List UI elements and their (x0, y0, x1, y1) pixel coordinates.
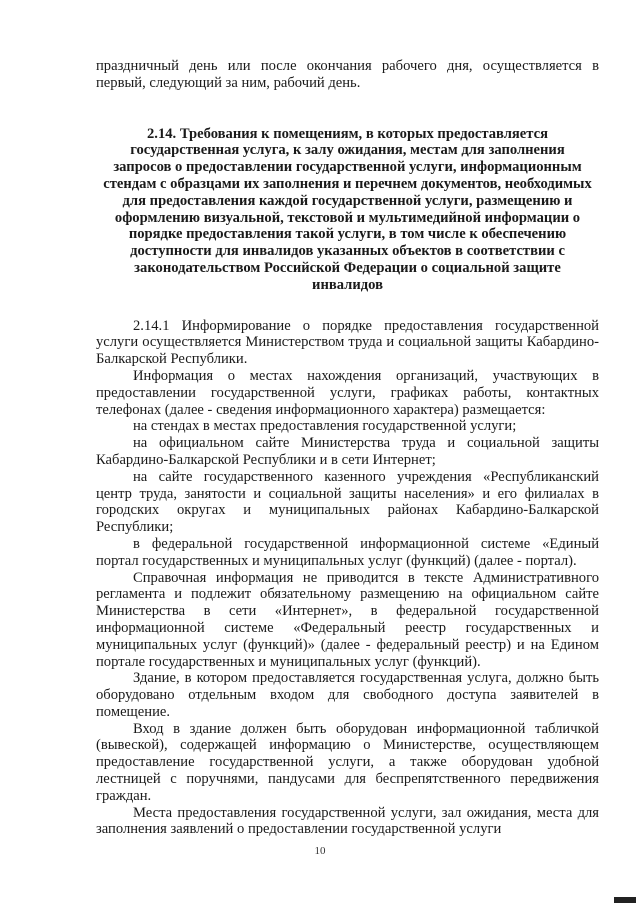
paragraph-federal-portal: в федеральной государственной информационной системе «Единый портал государственных и муниципальных услуг (функций) (далее - портал). (96, 535, 599, 569)
paragraph-entrance: Вход в здание должен быть оборудован информационной табличкой (вывеской), содержащей информацию о Министерстве, осуществляющем предоставление государственной услуги, а также оборудован удобной лестницей с поручнями, пандусами для беспрепятственного передвижения граждан. (96, 720, 599, 804)
paragraph-official-site: на официальном сайте Министерства труда и социальной защиты Кабардино-Балкарской Республики и в сети Интернет; (96, 435, 599, 468)
page-content (96, 58, 599, 838)
paragraph-stands: на стендах в местах предоставления государственной услуги; (133, 418, 517, 435)
section-gap (96, 294, 599, 318)
section-heading: 2.14. Требования к помещениям, в которых предоставляется государственная услуга, к залу ожидания, местам для заполнения запросов о предоставлении государственной услуги, информационным стендам с образцами их заполнения и перечнем документов, необходимых для предоставления каждой государственной услуги, размещению и оформлению визуальной, текстовой и мультимедийной информации о порядке предоставления такой услуги, в том числе к обеспечению доступности для инвалидов указанных объектов в соответствии с законодательством Российской Федерации о социальной защите инвалидов (103, 125, 592, 293)
scan-corner-mark (614, 897, 636, 903)
paragraph-info-locations: Информация о местах нахождения организаций, участвующих в предоставлении государственной услуги, графиках работы, контактных телефонах (далее - сведения информационного характера) размещается: (96, 367, 599, 418)
paragraph-reference-info: Справочная информация не приводится в тексте Административного регламента и подлежит обязательному размещению на официальном сайте Министерства в сети «Интернет», в федеральной государственной информационной системе «Федеральный реестр государственных и муниципальных услуг (функций)» (далее - федеральный реестр) и на Едином портале государственных и муниципальных услуг (функций). (96, 569, 599, 670)
intro-paragraph: праздничный день или после окончания рабочего дня, осуществляется в первый, следующий за ним, рабочий день. (96, 58, 599, 91)
paragraph-building: Здание, в котором предоставляется государственная услуга, должно быть оборудовано отдельным входом для свободного доступа заявителей в помещение. (96, 670, 599, 720)
paragraph-service-places: Места предоставления государственной услуги, зал ожидания, места для заполнения заявлений о предоставлении государственной услуги (96, 804, 599, 838)
paragraph-2-14-1: 2.14.1 Информирование о порядке предоставления государственной услуги осуществляется Министерством труда и социальной защиты Кабардино-Балкарской Республики. (96, 317, 599, 368)
paragraph-center-site: на сайте государственного казенного учреждения «Республиканский центр труда, занятости и социальной защиты населения» и его филиалах в городских округах и муниципальных районах Кабардино-Балкарской Республики; (96, 468, 599, 536)
page-number: 10 (314, 845, 326, 857)
